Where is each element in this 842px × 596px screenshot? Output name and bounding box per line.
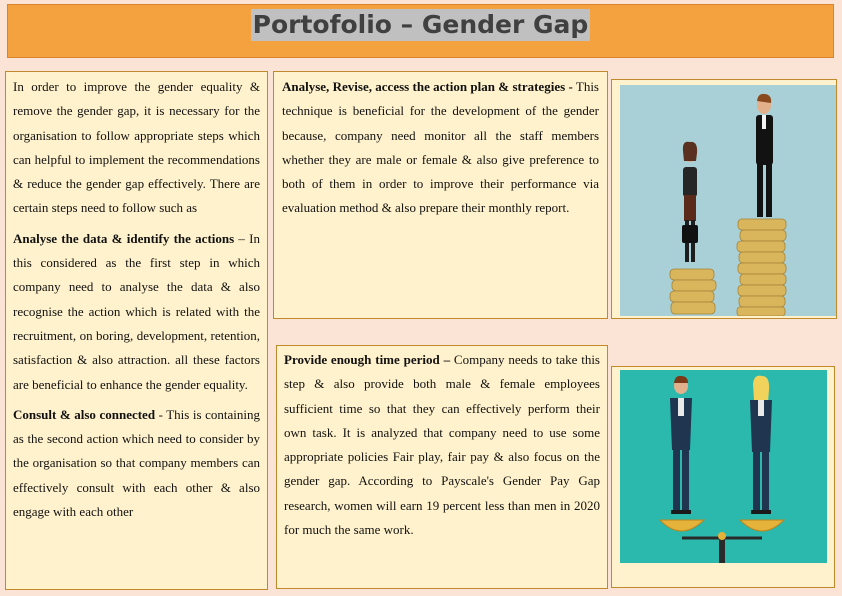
intro-paragraph: In order to improve the gender equality & remove the gender gap, it is necessary for the organisation to follow appropriate steps which can helpful to implement the recommendations & reduce the gender gap effectively. There are certain steps need to follow such as <box>13 79 260 216</box>
action-plan-text: This technique is beneficial for the development of the gender because, company need monitor all the staff members whether they are male or female & also give preference to both of them in order to improve their performance via evaluation method & also prepare their monthly report. <box>282 79 599 216</box>
steps-text-box <box>5 71 268 590</box>
time-period-heading: Provide enough time period – <box>284 352 451 367</box>
step1-text: In this considered as the first step in which company need to analyse the data & also recognise the action which is related with the recruitment, on boring, development, retention, satisfaction & also attraction. all these factors are beneficial to enhance the gender equality. <box>13 230 260 392</box>
page-title: Portofolio – Gender Gap <box>252 10 589 39</box>
step1-paragraph <box>13 227 260 397</box>
step2-heading: Consult & also connected <box>13 406 156 422</box>
coins-image-frame <box>611 79 837 319</box>
scale-image-frame <box>611 366 835 588</box>
gender-pay-coins-illustration <box>620 85 836 316</box>
man-coin-stack <box>737 219 786 316</box>
woman-coin-stack <box>670 269 716 314</box>
action-plan-box <box>273 71 608 319</box>
action-plan-paragraph <box>282 75 599 221</box>
time-period-paragraph <box>284 348 600 542</box>
time-period-text: Company needs to take this step & also provide both male & female employees sufficient time so that they can effectively perform their own task. It is analyzed that company need to use some appropriate policies Fair play, fair pay & also focus on the gender gap. According to Payscale's Gender Pay Gap research, women will earn 19 percent less than men in 2020 for much the same work. <box>284 352 600 538</box>
step2-paragraph <box>13 403 260 524</box>
step2-text: This is containing as the second action which need to consider by the organisation so that company members can effectively consult with each other & also engage with each other <box>13 406 260 520</box>
step1-separator: – <box>234 230 250 246</box>
step2-separator: - <box>155 406 167 422</box>
title-banner <box>7 4 834 58</box>
step1-heading: Analyse the data & identify the actions <box>13 230 235 246</box>
time-period-box <box>276 345 608 589</box>
gender-equality-scale-illustration <box>620 370 827 563</box>
action-plan-heading: Analyse, Revise, access the action plan & strategies - <box>282 79 573 94</box>
